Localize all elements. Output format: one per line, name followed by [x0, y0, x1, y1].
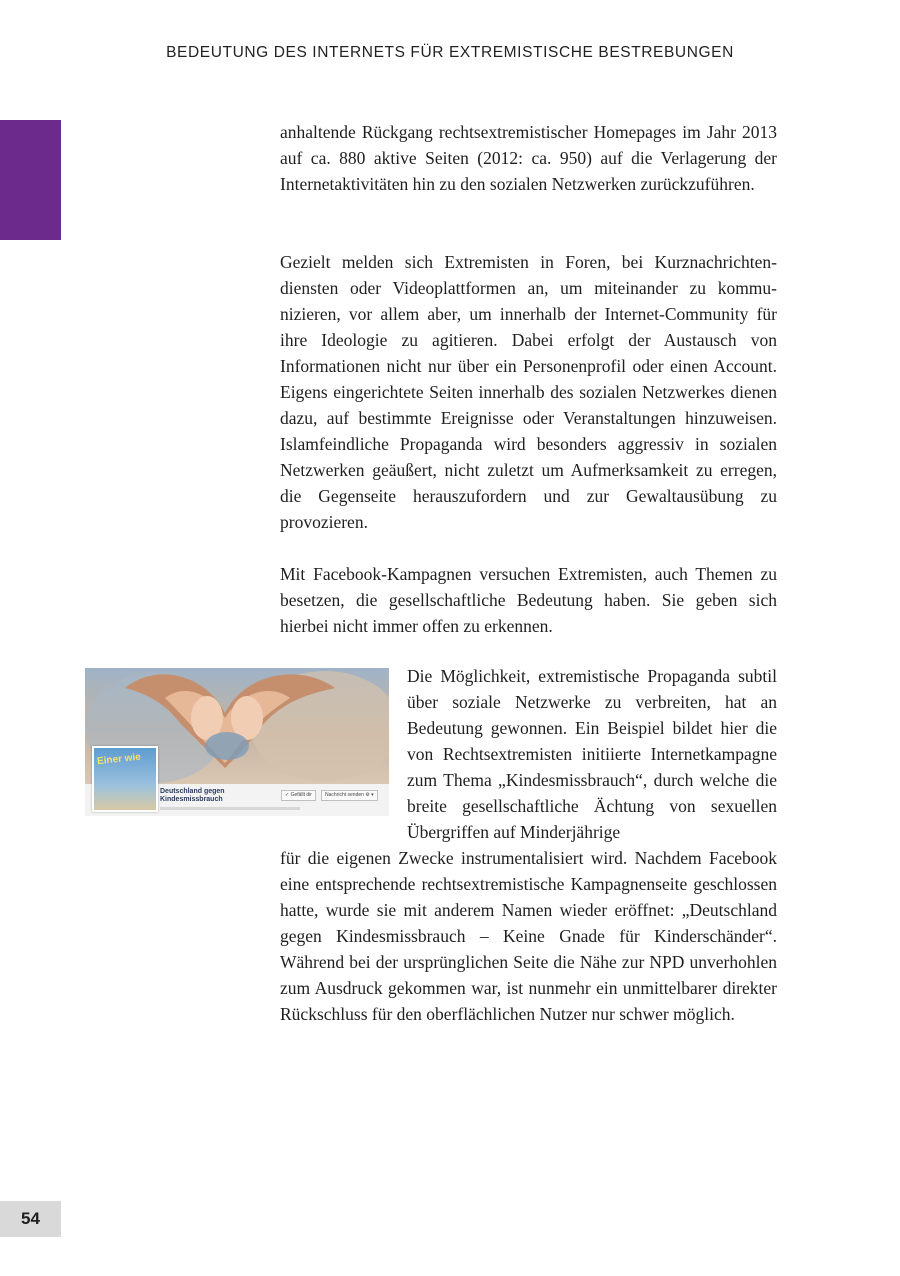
body-paragraph: Mit Facebook-Kampagnen versuchen Extremisten, auch Themen zu besetzen, die gesellschaftliche Bedeutung haben. Sie geben sich hierbei nicht immer offen zu erkennen. [280, 564, 777, 636]
profile-picture-text: Einer wie [96, 751, 142, 768]
body-paragraph-continued: für die eigenen Zwecke instrumentalisiert wird. Nachdem Facebook eine entsprechende rechtsextremistische Kampagnenseite geschlossen hatte, wurde sie mit anderem Namen wieder eröffnet: „Deutschland gegen Kindesmissbrauch – Keine Gnade für Kinderschänder“. Während bei der ursprünglichen Seite die Nähe zur NPD unverhohlen zum Ausdruck gekommen war, ist nunmehr ein unmittelbarer direkter Rückschluss für den oberflächlichen Nutzer nur schwer möglich. [280, 848, 777, 1024]
body-paragraph-wrapped: Die Möglichkeit, extremistische Propaganda subtil über soziale Netzwerke zu verbreiten, hat an Bedeutung gewonnen. Ein Beispiel bildet hier die von Rechtsextremisten initiierte Internetkampagne zum Thema „Kindesmissbrauch“, durch welche die breite gesellschaftliche Ächtung von sexuellen Übergriffen auf Minderjährige [407, 666, 777, 842]
page-number: 54 [0, 1201, 61, 1237]
running-header: BEDEUTUNG DES INTERNETS FÜR EXTREMISTISCHE BESTREBUNGEN [166, 44, 734, 61]
like-button: ✓ Gefällt dir [281, 790, 316, 801]
message-button: Nachricht senden ⚙ ▾ [321, 790, 378, 801]
body-paragraph: Gezielt melden sich Extremisten in Foren, bei Kurznachrichtendiensten oder Videoplattformen an, um miteinander zu kommunizieren, vor allem aber, um innerhalb der Internet-Community für ihre Ideologie zu agitieren. Dabei erfolgt der Austausch von Informationen nicht nur über ein Personenprofil oder einen Account. Eigens eingerichtete Seiten innerhalb des sozialen Netzwerkes dienen dazu, auf bestimmte Ereignisse oder Veranstaltungen hinzuweisen. Islamfeindliche Propaganda wird besonders aggressiv in sozialen Netzwerken geäußert, nicht zuletzt um Aufmerksamkeit zu erregen, die Gegenseite herauszufordern und zur Gewaltausübung zu provozieren. [280, 252, 777, 532]
chapter-color-tab [0, 120, 61, 240]
profile-picture [92, 746, 158, 812]
body-paragraph: anhaltende Rückgang rechtsextremistischer Homepages im Jahr 2013 auf ca. 880 aktive Seiten (2012: ca. 950) auf die Verlagerung der Internetaktivitäten hin zu den sozialen Netzwerken zurückzuführen. [280, 122, 777, 194]
page-subtext-line [160, 807, 300, 810]
facebook-page-screenshot [85, 668, 389, 816]
facebook-page-name: Deutschland gegen Kindesmissbrauch [160, 788, 225, 803]
